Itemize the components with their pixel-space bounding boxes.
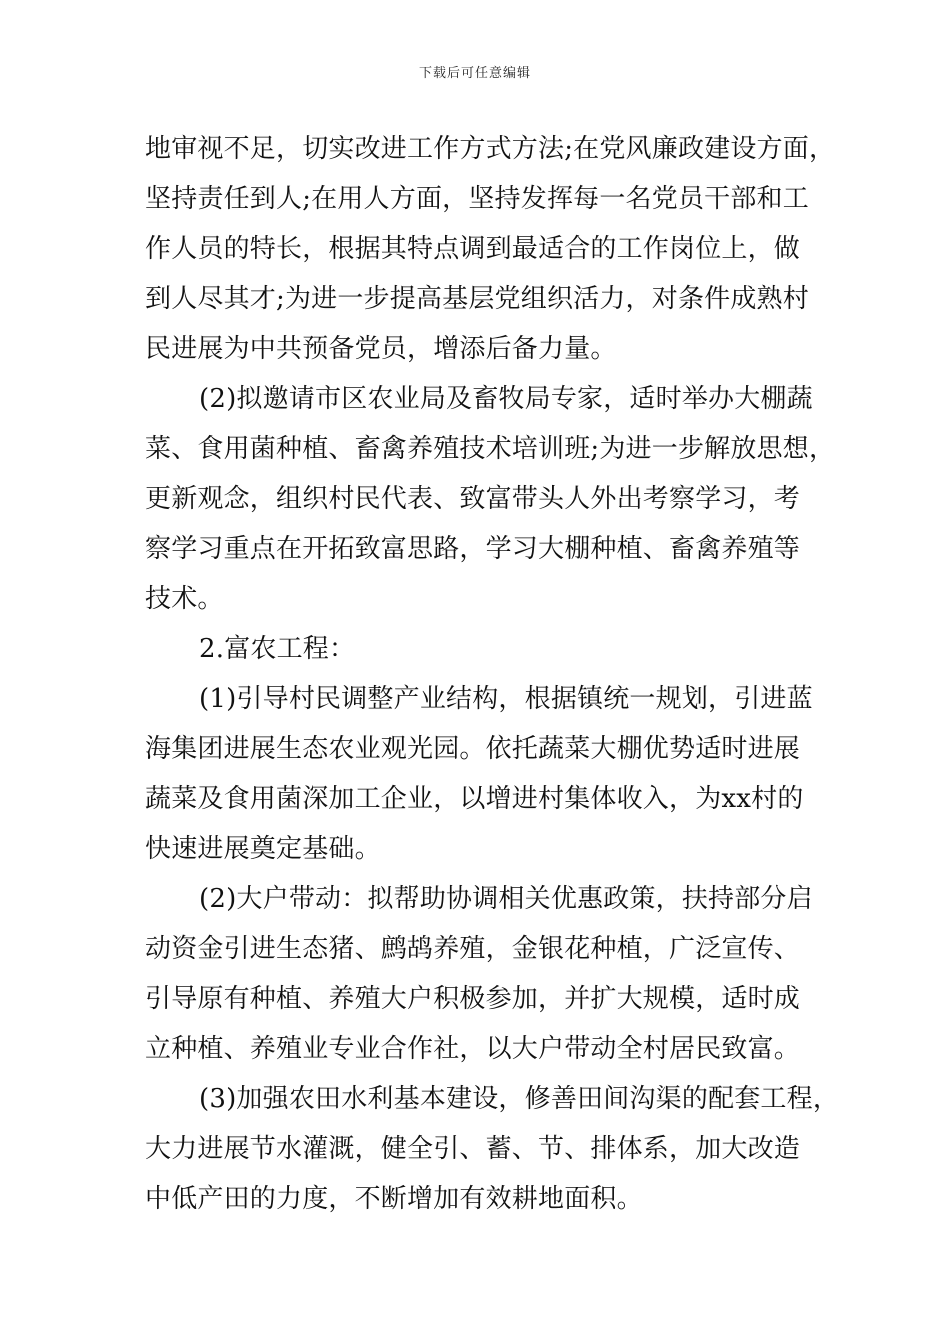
text-line: 立种植、养殖业专业合作社，以大户带动全村居民致富。 bbox=[145, 1034, 801, 1064]
text-line: (2)拟邀请市区农业局及畜牧局专家，适时举办大棚蔬 bbox=[199, 384, 813, 414]
text-line: (1)引导村民调整产业结构，根据镇统一规划，引进蓝 bbox=[199, 684, 813, 714]
text-line: (3)加强农田水利基本建设，修善田间沟渠的配套工程， bbox=[199, 1084, 840, 1114]
text-line: 快速进展奠定基础。 bbox=[145, 834, 381, 864]
text-line: 更新观念，组织村民代表、致富带头人外出考察学习，考 bbox=[145, 484, 801, 514]
paragraph-irrigation bbox=[145, 1074, 840, 1224]
text-line: (2)大户带动：拟帮助协调相关优惠政策，扶持部分启 bbox=[199, 884, 813, 914]
text-line: 坚持责任到人;在用人方面，坚持发挥每一名党员干部和工 bbox=[145, 184, 809, 214]
paragraph-large-households bbox=[145, 874, 825, 1074]
paragraph-training bbox=[145, 374, 836, 624]
text-line: 海集团进展生态农业观光园。依托蔬菜大棚优势适时进展 bbox=[145, 734, 801, 764]
paragraph-party-building bbox=[145, 124, 836, 374]
text-line: 到人尽其才;为进一步提高基层党组织活力，对条件成熟村 bbox=[145, 284, 809, 314]
text-line: 蔬菜及食用菌深加工企业，以增进村集体收入，为xx村的 bbox=[145, 784, 804, 814]
text-line: 中低产田的力度，不断增加有效耕地面积。 bbox=[145, 1184, 643, 1214]
document-body bbox=[145, 124, 840, 1224]
text-line: 作人员的特长，根据其特点调到最适合的工作岗位上，做 bbox=[145, 234, 801, 264]
paragraph-industry-structure bbox=[145, 674, 825, 874]
page-header: 下载后可任意编辑 bbox=[418, 66, 531, 81]
text-line: 地审视不足，切实改进工作方式方法;在党风廉政建设方面， bbox=[145, 134, 836, 164]
text-line: 技术。 bbox=[145, 584, 224, 614]
section-heading bbox=[145, 624, 825, 674]
text-line: 察学习重点在开拓致富思路，学习大棚种植、畜禽养殖等 bbox=[145, 534, 801, 564]
text-line: 民进展为中共预备党员，增添后备力量。 bbox=[145, 334, 617, 364]
text-line: 动资金引进生态猪、鹧鸪养殖，金银花种植，广泛宣传、 bbox=[145, 934, 801, 964]
text-line: 菜、食用菌种植、畜禽养殖技术培训班;为进一步解放思想， bbox=[145, 434, 836, 464]
text-line: 引导原有种植、养殖大户积极参加，并扩大规模，适时成 bbox=[145, 984, 801, 1014]
text-line: 大力进展节水灌溉，健全引、蓄、节、排体系，加大改造 bbox=[145, 1134, 801, 1164]
heading-line: 2.富农工程： bbox=[199, 634, 356, 664]
